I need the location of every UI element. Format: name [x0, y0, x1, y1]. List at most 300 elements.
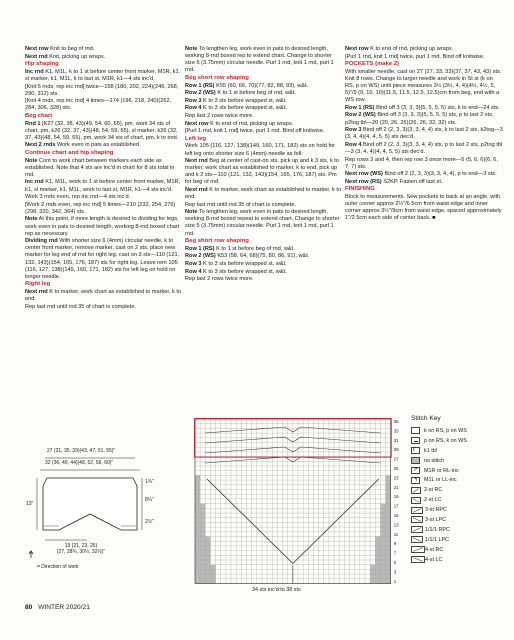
instruction-lead: Next rnd — [185, 186, 208, 193]
no-stitch-cell — [200, 546, 205, 551]
no-stitch-cell — [200, 508, 205, 513]
instruction-paragraph — [25, 69, 183, 83]
instruction-lead: Row 3 — [345, 127, 362, 134]
instruction-lead: Dividing rnd — [25, 238, 58, 245]
stitch-key-item — [411, 456, 503, 466]
instruction-text: K to marker, work chart as established to marker, k to end. — [25, 288, 182, 303]
stitch-key-item — [411, 446, 503, 456]
111-lpc-icon — [411, 536, 423, 543]
no-stitch-cell — [386, 475, 391, 480]
no-stitch-cell — [200, 537, 205, 542]
chart-row-number: 35 — [393, 418, 399, 424]
stitch-key-item — [411, 495, 503, 505]
no-stitch-cell — [386, 532, 391, 537]
no-stitch-cell — [205, 560, 210, 565]
schematic-length: 13" — [26, 501, 34, 507]
no-stitch-cell — [386, 494, 391, 499]
instruction-paragraph — [25, 238, 183, 281]
no-stitch-cell — [386, 537, 391, 542]
instruction-paragraph: With smaller needle, cast on 27 (27, 33, 33)(37, 37, 43, 43) sts. Knit 8 rows. Change to larger needle and work in St st (k on RS, p on WS) until piece measures 3½ (3½, 4, 4)(4½, 4½, 5, 5)"/9 (9, 10, 10)(11.5, 11.5, 12.5, 12.5)cm from beg, end with a WS row. — [345, 68, 502, 104]
no-stitch-cell — [380, 546, 385, 551]
section-heading: Continue chart and hip shaping — [25, 150, 114, 157]
no-stitch-cell — [195, 480, 200, 485]
m1l-icon: ↰ — [411, 477, 420, 484]
no-stitch-cell — [195, 551, 200, 556]
stitch-key-label: k on RS, p on WS — [424, 427, 467, 434]
chart-row-number: 27 — [393, 456, 399, 462]
instruction-paragraph — [25, 216, 183, 237]
shorts-schematic — [25, 448, 175, 578]
instruction-lead: Row 1 (RS) — [185, 245, 215, 252]
instruction-lead: Row 2 (WS) — [185, 253, 216, 260]
chart-row-number: 25 — [393, 465, 399, 471]
leg-width-line-1: 19 (21, 23, 25) — [64, 543, 98, 549]
no-stitch-cell — [200, 565, 205, 570]
4st-rc-icon — [411, 546, 425, 553]
no-stitch-cell — [380, 527, 385, 532]
instruction-lead: Next rnd — [185, 158, 208, 165]
chart-row-number: 33 — [393, 428, 399, 434]
no-stitch-cell — [386, 508, 391, 513]
stitch-key-label: 4-st LC — [425, 556, 443, 563]
instruction-paragraph — [25, 121, 183, 142]
no-stitch-cell — [205, 569, 210, 574]
chart-row-number: 31 — [393, 437, 399, 443]
stitch-key-item — [411, 525, 503, 535]
instruction-paragraph — [185, 269, 343, 276]
no-stitch-cell — [195, 537, 200, 542]
no-stitch-cell — [195, 555, 200, 560]
instruction-text: K to end of rnd, picking up wraps. — [208, 120, 294, 127]
no-stitch-cell — [205, 574, 210, 579]
section-heading: Beg chart — [25, 113, 53, 120]
no-stitch-cell — [370, 565, 375, 570]
instruction-paragraph — [185, 209, 343, 237]
instruction-lead: Row 4 — [345, 141, 362, 148]
instruction-text: To lengthen leg, work even in pats to desired length, working 8-rnd boxed repeat to extend chart. Change to shorter size 5 (3.75mm) circular needle. Purl 1 rnd, knit 1 rnd, purl 1 rnd. — [185, 209, 340, 237]
no-stitch-cell — [375, 579, 380, 584]
instruction-text: Knit, picking up wraps. — [47, 53, 106, 60]
4st-lc-icon — [411, 556, 425, 563]
chart-row-number: 9 — [393, 541, 397, 547]
instruction-paragraph: Rep rows 3 and 4, then rep row 3 once more—5 (5, 6, 6)(6, 6, 7, 7) sts. — [345, 156, 498, 170]
no-stitch-cell — [386, 565, 391, 570]
stitch-key-label: no stitch — [424, 457, 445, 464]
no-stitch-cell — [195, 569, 200, 574]
no-stitch-cell — [375, 537, 380, 542]
no-stitch-cell — [386, 527, 391, 532]
no-stitch-cell — [386, 480, 391, 485]
instruction-text: Bind off 3 (3, 3, 3)(5, 5, 5, 5) sts, p to last 2 sts, p2tog tbl—20 (20, 26, 26)(26, 26, 32, 32) sts. — [345, 112, 494, 126]
no-stitch-cell — [386, 579, 391, 584]
stitch-key-item — [411, 535, 503, 545]
no-stitch-cell — [195, 485, 200, 490]
no-stitch-cell — [200, 555, 205, 560]
no-stitch-cell — [380, 560, 385, 565]
no-stitch-cell — [195, 508, 200, 513]
3st-rpc-icon — [411, 507, 423, 514]
no-stitch-cell — [195, 522, 200, 527]
schematic-top-width: 27 (31, 35, 39)(43, 47, 51, 55)" — [47, 448, 116, 454]
twisted-icon: ℓ — [411, 447, 420, 454]
instruction-paragraph — [345, 112, 503, 126]
schematic-waistband: 1¾" — [145, 479, 154, 485]
no-stitch-cell — [205, 546, 210, 551]
instruction-lead: Note — [25, 157, 38, 164]
no-stitch-cell — [380, 513, 385, 518]
schematic-rise: 8¼" — [145, 497, 154, 503]
no-stitch-cell — [205, 579, 210, 584]
instruction-text: Work even in pats as established — [55, 142, 140, 149]
no-stitch-cell — [380, 518, 385, 523]
no-stitch-cell — [210, 579, 215, 584]
stitch-key-title: Stitch Key — [411, 415, 441, 422]
no-stitch-cell — [205, 565, 210, 570]
no-stitch-cell — [195, 513, 200, 518]
instruction-paragraph: [Purl 1 rnd, knit 1 rnd] twice, purl 1 rnd. Bind off knitwise. — [185, 128, 325, 135]
instruction-lead: Row 2 (WS) — [345, 112, 376, 119]
stitch-key-item — [411, 426, 503, 436]
chart-row-number: 11 — [393, 531, 399, 537]
no-stitch-cell — [200, 532, 205, 537]
no-stitch-cell — [200, 551, 205, 556]
no-stitch-cell — [386, 522, 391, 527]
instruction-text: Bind off 3 (3, 3, 3)(5, 5, 5, 5) sts, k to end—24 sts. — [374, 104, 500, 111]
stitch-key-label: 1/1/1 LPC — [425, 536, 449, 543]
chart-row-number: 19 — [393, 494, 399, 500]
instruction-lead: Next rnd — [25, 53, 48, 60]
no-stitch-cell — [195, 579, 200, 584]
no-stitch-cell — [205, 541, 210, 546]
no-stitch-cell — [375, 569, 380, 574]
instruction-lead: Row 4 — [185, 105, 202, 112]
page-number: 80 — [25, 604, 33, 611]
no-stitch-cell — [195, 565, 200, 570]
instruction-text: [K27 (32, 38, 43)(49, 54, 60, 65), pm, work 34 sts of chart, pm, k26 (32, 37, 43)(48, 54, 59, 65), sl marker, k26 (32, 37, 43)(48, 54, 59, 65), pm, work 34 sts of chart, pm, k to end. — [25, 120, 179, 141]
section-heading: Hip shaping — [25, 61, 59, 68]
instruction-lead: Next 2 rnds — [25, 142, 56, 149]
instruction-lead: Note — [25, 216, 38, 223]
instruction-paragraph — [25, 289, 183, 303]
3st-lpc-icon — [411, 516, 423, 523]
no-stitch-cell — [200, 541, 205, 546]
instruction-text: Cont to work chart between markers each side as established. Note that 4 sts are inc'd in chart for 8 sts total in rnd. — [25, 157, 175, 178]
instruction-text: K to 1 st before beg of rnd, w&t. — [214, 245, 295, 252]
stitch-key-item — [411, 485, 503, 495]
stitch-key-label: 4-st RC — [425, 546, 444, 553]
instruction-lead: Next row (WS) — [345, 171, 383, 178]
page-footer — [25, 604, 90, 611]
no-stitch-cell — [380, 551, 385, 556]
instruction-text: K to 1 st before beg of rnd, w&t. — [215, 90, 296, 97]
instruction-text: K to marker, work chart as established to marker, k to end. — [185, 186, 342, 201]
schematic-waist-width: 32 (36, 40, 44)(48, 52, 56, 60)" — [45, 460, 114, 466]
no-stitch-cell — [200, 504, 205, 509]
no-stitch-cell — [210, 574, 215, 579]
no-stitch-cell — [195, 504, 200, 509]
no-stitch-cell — [195, 532, 200, 537]
no-stitch-cell — [210, 569, 215, 574]
no-stitch-cell — [370, 569, 375, 574]
instruction-paragraph — [185, 83, 343, 90]
no-stitch-cell — [200, 513, 205, 518]
no-stitch-cell — [370, 579, 375, 584]
instruction-paragraph: Rep last 2 rows twice more. — [185, 276, 254, 283]
no-stitch-cell — [205, 537, 210, 542]
chart-row-number: 5 — [393, 559, 397, 565]
no-stitch-cell — [200, 522, 205, 527]
no-stitch-cell — [205, 555, 210, 560]
gray-icon — [411, 457, 420, 464]
instruction-lead: Inc rnd — [25, 68, 44, 75]
instruction-paragraph — [345, 127, 503, 141]
no-stitch-cell — [375, 555, 380, 560]
instruction-paragraph: [Purl 1 rnd, knit 1 rnd] twice, purl 1 rnd. Bind off knitwise. — [345, 53, 485, 60]
instruction-paragraph — [25, 179, 183, 193]
no-stitch-cell — [195, 490, 200, 495]
stitch-chart — [191, 415, 406, 587]
instruction-text: K to 3 sts before wrapped st, w&t. — [201, 268, 287, 275]
no-stitch-cell — [195, 518, 200, 523]
no-stitch-cell — [200, 579, 205, 584]
chart-caption: 34 sts inc'd to 38 sts — [252, 587, 301, 593]
chart-row-number: 13 — [393, 522, 399, 528]
no-stitch-cell — [375, 574, 380, 579]
section-heading: POCKETS (make 2) — [345, 61, 400, 68]
schematic-drawing — [25, 448, 175, 578]
stitch-key-label: 3-st LPC — [425, 516, 446, 523]
instruction-paragraph — [25, 54, 183, 61]
instruction-lead: Row 3 — [185, 97, 202, 104]
instruction-paragraph — [185, 90, 343, 97]
no-stitch-cell — [386, 546, 391, 551]
instruction-paragraph — [25, 142, 183, 149]
no-stitch-cell — [205, 551, 210, 556]
2st-lc-icon — [411, 497, 421, 504]
instruction-paragraph — [345, 105, 503, 112]
no-stitch-cell — [386, 504, 391, 509]
no-stitch-cell — [195, 494, 200, 499]
stitch-key — [411, 415, 503, 564]
stitch-key-label: p on RS, k on WS — [424, 437, 467, 444]
instruction-paragraph — [345, 179, 503, 186]
no-stitch-cell — [195, 560, 200, 565]
instruction-text: K to 3 sts before wrapped st, w&t. — [201, 97, 287, 104]
instruction-lead: Next row (RS) — [345, 178, 382, 185]
instruction-paragraph — [185, 261, 343, 268]
leg-width-line-2: (27, 28¾, 30½, 32½)" — [56, 549, 106, 555]
instruction-lead: Row 4 — [185, 268, 202, 275]
no-stitch-cell — [386, 555, 391, 560]
instruction-paragraph — [185, 105, 343, 112]
section-heading: Beg short row shaping — [185, 74, 249, 81]
stitch-key-label: 1/1/1 RPC — [425, 526, 450, 533]
direction-of-work-note: = Direction of work — [37, 564, 79, 570]
instruction-text: To lengthen leg, work even in pats to desired length, working 8-rnd boxed rep to extend chart. Change to shorter size 5 (3.75mm) circular needle. Purl 1 rnd, knit 1 rnd, purl 1 rnd. — [185, 46, 334, 74]
blank-icon — [411, 427, 420, 434]
no-stitch-cell — [380, 569, 385, 574]
no-stitch-cell — [386, 490, 391, 495]
no-stitch-cell — [380, 508, 385, 513]
no-stitch-cell — [386, 574, 391, 579]
chart-row-number: 21 — [393, 484, 399, 490]
111-rpc-icon — [411, 526, 423, 533]
instruction-text: Beg at center of cast-on sts, pick up and k 3 sts, k to marker, work chart as established to marker, k to end, pick up and k 2 sts—110 (121, 132, 143)(154, 165, 176, 187) sts. Pm for beg of rnd. — [185, 158, 339, 186]
chart-row-number: 17 — [393, 503, 399, 509]
instruction-text: K1, M1L, work to 1 st before center front marker, M1R, k1, sl marker, k1, M1L, work to last st, M1R, k1—4 sts inc'd. — [25, 179, 181, 193]
instruction-lead: Next row — [25, 46, 49, 52]
instruction-lead: Row 1 (RS) — [345, 104, 375, 111]
instruction-paragraph — [25, 158, 183, 179]
no-stitch-cell — [386, 560, 391, 565]
instruction-text: K to 3 sts before wrapped st, w&t. — [201, 261, 287, 267]
no-stitch-cell — [210, 565, 215, 570]
stitch-key-item — [411, 466, 503, 476]
instruction-paragraph — [345, 46, 503, 53]
no-stitch-cell — [375, 541, 380, 546]
dash-icon — [411, 437, 420, 444]
no-stitch-cell — [195, 541, 200, 546]
instruction-lead: Row 2 (WS) — [185, 90, 216, 97]
schematic-leg-width — [51, 543, 111, 555]
no-stitch-cell — [200, 574, 205, 579]
no-stitch-cell — [195, 475, 200, 480]
instruction-paragraph — [185, 253, 343, 260]
instruction-paragraph: Work 105 (116, 127, 138)(149, 160, 171, 182) sts on hold for left leg onto shorter size 6 (4mm) needle as foll: — [185, 143, 335, 157]
schematic-inseam: 2½" — [145, 519, 154, 525]
stitch-key-item — [411, 515, 503, 525]
instruction-text: Bind off 2 (2, 3, 3)(3, 3, 4, 4) sts, p to last 2 sts, p2tog tbl—3 (3, 4, 4)(4, 4, 5, 5) sts dec'd. — [345, 141, 503, 155]
stitch-key-item — [411, 545, 503, 555]
stitch-key-item — [411, 475, 503, 485]
instruction-paragraph: Block to measurements. Sew pockets to back at an angle, with outer corner approx 2½"/6.5cm from waist edge and inner corner approx 3½"/9cm from waist edge, spaced approximately 1"/2.5cm each side of center back. ■ — [345, 194, 502, 222]
instruction-paragraph — [185, 246, 343, 253]
stitch-key-label: 2-st RC — [424, 487, 443, 494]
instruction-paragraph: Rep last 2 rows twice more. — [185, 112, 254, 119]
instruction-lead: Note — [185, 46, 198, 52]
instruction-text: K to 3 sts before wrapped st, w&t. — [201, 105, 287, 112]
stitch-key-label: M1L or LL-inc — [424, 477, 457, 484]
no-stitch-cell — [380, 541, 385, 546]
section-heading: Left leg — [185, 135, 206, 142]
section-heading: Beg short row shaping — [185, 238, 249, 245]
instruction-lead: Next rnd — [25, 288, 48, 295]
no-stitch-cell — [380, 532, 385, 537]
instruction-text: K55 (60, 66, 70)(77, 82, 88, 93), w&t. — [214, 82, 309, 89]
instruction-text: K to end of rnd, picking up wraps. — [368, 46, 454, 52]
instruction-text: Bind off 2 (2, 3, 3)(3, 3, 4, 4) sts, k to last 2 sts, k2tog—3 (3, 4, 4)(4, 4, 5, 5) sts dec'd. — [345, 127, 503, 141]
section-heading: FINISHING — [345, 186, 375, 193]
instructions-column-3 — [345, 46, 503, 223]
instruction-text: K1, M1L, k to 1 st before center front marker, M1R, k1, sl marker, k1, M1L, k to last st, M1R, k1—4 sts inc'd. — [25, 68, 181, 82]
no-stitch-cell — [386, 513, 391, 518]
no-stitch-cell — [386, 551, 391, 556]
instruction-paragraph — [185, 121, 343, 128]
no-stitch-cell — [200, 527, 205, 532]
2st-rc-icon — [411, 487, 421, 494]
instruction-paragraph: [Knit 4 rnds, rep inc rnd] 4 times—174 (196, 218, 240)(262, 284, 306, 328) sts. — [25, 98, 172, 112]
no-stitch-cell — [375, 551, 380, 556]
instruction-paragraph — [25, 46, 183, 53]
stitch-key-label: k1 tbl — [424, 447, 437, 454]
instruction-paragraph: [Work 2 rnds even, rep inc rnd] 5 times—210 (232, 254, 276)(298, 320, 342, 364) sts. — [25, 201, 176, 215]
instruction-lead: Row 1 (RS) — [185, 82, 215, 89]
no-stitch-cell — [380, 555, 385, 560]
instruction-paragraph — [345, 142, 503, 156]
instruction-lead: Inc rnd — [25, 179, 44, 186]
no-stitch-cell — [195, 527, 200, 532]
no-stitch-cell — [386, 569, 391, 574]
instruction-paragraph — [185, 98, 343, 105]
no-stitch-cell — [386, 518, 391, 523]
instruction-lead: Next row — [345, 46, 369, 52]
instructions-column-1 — [25, 46, 183, 311]
instruction-text: With shorter size 6 (4mm) circular needle, k to center front marker, remove marker, cast on 2 sts, place new marker for leg end of rnd for right leg, cast on 3 sts—110 (121, 132, 143)(154, 165, 176, 187) sts for right leg. Leave rem 105 (116, 127, 138)(149, 160, 171, 182) sts for left leg on hold on longer needle. — [25, 238, 180, 280]
chart-row-number: 29 — [393, 447, 399, 453]
no-stitch-cell — [200, 518, 205, 523]
instruction-paragraph: Rep last rnd until rnd 35 of chart is complete. — [25, 303, 136, 310]
instructions-column-2 — [185, 46, 343, 284]
no-stitch-cell — [386, 541, 391, 546]
no-stitch-cell — [380, 565, 385, 570]
instruction-text: Bind off 2 (2, 3, 3)(3, 3, 4, 4), p to end—3 sts. — [382, 171, 497, 178]
no-stitch-cell — [195, 499, 200, 504]
no-stitch-cell — [380, 504, 385, 509]
stitch-key-item — [411, 555, 503, 565]
chart-row-number: 23 — [393, 475, 399, 481]
issue-label: WINTER 2020/21 — [38, 604, 90, 611]
instruction-lead: Next row — [185, 120, 209, 127]
no-stitch-cell — [380, 522, 385, 527]
section-heading: Right leg — [25, 281, 51, 288]
no-stitch-cell — [375, 560, 380, 565]
no-stitch-cell — [200, 560, 205, 565]
stitch-key-label: M1R or RL-inc — [424, 467, 459, 474]
instruction-text: Knit to beg of rnd. — [48, 46, 95, 52]
chart-row-number: 7 — [393, 550, 397, 556]
no-stitch-cell — [380, 537, 385, 542]
instruction-paragraph: [Knit 5 rnds, rep inc rnd] twice—158 (180, 202, 224)(246, 268, 290, 312) sts. — [25, 83, 179, 97]
chart-row-number: 3 — [393, 569, 397, 575]
instruction-lead: Note — [185, 209, 198, 216]
m1r-icon: ↱ — [411, 467, 420, 474]
no-stitch-cell — [380, 579, 385, 584]
no-stitch-cell — [375, 565, 380, 570]
instruction-paragraph: Work 3 rnds even, rep inc rnd—4 sts inc'd. — [25, 194, 131, 201]
no-stitch-cell — [195, 546, 200, 551]
stitch-key-label: 3-st RPC — [425, 507, 447, 514]
instruction-text: S2KP. Fasten off last st. — [381, 178, 443, 185]
chart-row-number: 15 — [393, 512, 399, 518]
instruction-lead: Rnd 1 — [25, 120, 41, 127]
stitch-key-item — [411, 505, 503, 515]
instruction-paragraph — [345, 171, 503, 178]
no-stitch-cell — [200, 569, 205, 574]
no-stitch-cell — [386, 485, 391, 490]
instruction-paragraph: Rep last rnd until rnd 35 of chart is complete. — [185, 201, 296, 208]
instruction-text: K53 (58, 64, 68)(75, 80, 86, 91), w&t. — [215, 253, 310, 260]
instruction-text: At this point, if more length is desired to dividing for legs, work even in pats to desired length, working 8-rnd boxed chart rep as necessary. — [25, 216, 180, 237]
chart-row-number: 1 — [393, 578, 397, 584]
instruction-paragraph — [185, 158, 343, 186]
stitch-key-label: 2-st LC — [424, 497, 442, 504]
instruction-paragraph — [185, 187, 343, 201]
no-stitch-cell — [375, 546, 380, 551]
stitch-key-item — [411, 436, 503, 446]
no-stitch-cell — [380, 574, 385, 579]
no-stitch-cell — [195, 574, 200, 579]
instruction-paragraph — [185, 46, 343, 74]
